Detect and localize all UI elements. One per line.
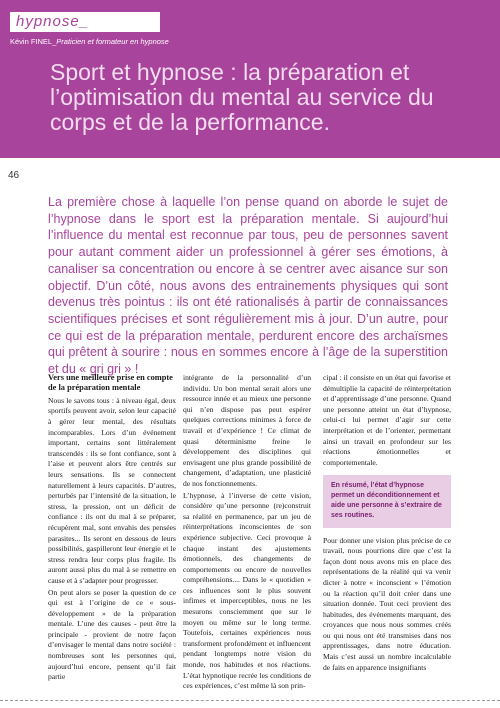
page-number: 46 (8, 170, 20, 181)
header-banner (0, 0, 500, 158)
section-heading: Vers une meilleure prise en compte de la préparation mentale (48, 373, 173, 393)
summary-callout: En résumé, l’état d’hypnose permet un déconditionnement et aide une personne à s’extraire de ses routines. (323, 475, 451, 527)
section-tab (10, 12, 160, 32)
column-3 (323, 373, 451, 673)
body-paragraph: L’hypnose, à l’inverse de cette vision, considère qu’une personne (re)construit sa réalité en permanence, par un jeu de réinterprétations inconscientes de son expérience subjective. Ceci provoque à chaque instant des ajustements émotionnels, des changements de comportements ou encore de nouvelles compréhensions.... Dans le « quotidien » ces influences sont le plus souvent infimes et imperceptibles, nous ne les mesurons consciemment que sur le moyen ou même sur le long terme. Toutefois, certaines expériences nous transforment profondément et influencent pendant longtemps notre vision du monde, nos habitudes et nos réactions. L’état hypnotique recrée les conditions de ces expériences, c’est même là son prin- (183, 490, 311, 691)
author-line (10, 37, 169, 46)
column-2 (183, 373, 311, 692)
lead-paragraph: La première chose à laquelle l’on pense quand on aborde le sujet de l’hypnose dans le sport est la préparation mentale. Si aujourd’hui l’influence du mental est reconnue par tous, peu de personnes savent pour autant comment aider un professionnel à gérer ses émotions, à canaliser sa concentration ou encore à se centrer avec aisance sur son objectif. D’un côté, nous avons des entrainements physiques qui sont devenus très pointus : ils ont été rationalisés à partir de connaissances scientifiques précises et sont régulièrement mis à jour. D’un autre, pour ce qui est de la préparation mentale, perdurent encore des archaïsmes qui prêtent à sourire : nous en sommes encore à l’âge de la superstition et du « gri gri » ! (48, 195, 448, 377)
page-bottom-rule (0, 700, 500, 701)
body-paragraph: intégrante de la personnalité d’un individu. Un bon mental serait alors une ressource innée et au mieux une personne qui n’en dispose pas peut espérer quelques corrections minimes à force de travail et d’expérience ! Ce climat de quasi déterminisme freine le développement des disciplines qui envisagent une plus grande possibilité de changement, d’adaptation, une plasticité de nos fonctionnements. (183, 373, 311, 488)
section-label: hypnose_ (16, 13, 90, 30)
body-paragraph: cipal : il consiste en un état qui favorise et démultiplie la capacité de réinterprétation et d’apprentissage d’une personne. Quand une personne atteint un état d’hypnose, celui-ci lui permet d’agir sur cette interprétation et de l’orienter, permettant ainsi un travail en profondeur sur les réactions émotionnelles et comportementale. (323, 373, 451, 467)
article-title: Sport et hypnose : la préparation et l’optimisation du mental au service du corps et de la performance. (50, 59, 434, 135)
body-paragraph: Pour donner une vision plus précise de ce travail, nous pourrions dire que c’est la façon dont nous avons mis en place des représentations de la réalité qui va venir dicter à notre « inconscient » l’émotion ou la réaction qu’il doit créer dans une situation donnée. Tout ceci provient des habitudes, des événements marquant, des croyances que nous nous sommes créés ou qui nous ont été transmises dans nos apprentissages, dans notre éducation. Mais c’est aussi un nombre incalculable de faits en apparence insignifiants (323, 535, 451, 672)
author-name: Kévin FINEL_ (10, 37, 57, 46)
column-1 (48, 373, 176, 683)
body-paragraph: On peut alors se poser la question de ce qui est à l’origine de ce « sous-développement » de la préparation mentale. L’une des causes - peut être la principale - provient de notre façon d’envisager le mental dans notre société : nombreuses sont les personnes qui, aujourd’hui encore, pensent qu’il fait partie (48, 587, 176, 682)
body-paragraph: Nous le savons tous : à niveau égal, deux sportifs peuvent avoir, selon leur capacité à gérer leur mental, des résultats incomparables. Lors d’un événement important, certains sont littéralement transcendés : ils se font confiance, sont à l’aise et peuvent alors être centrés sur leurs sensations. Ils se connectent naturellement à leurs capacités. D’autres, perturbés par l’intensité de la situation, le stress, la pression, ont un déficit de confiance : ils ont du mal à se préparer, récupèrent mal, sont envahis des pensées parasites... Ils seront en dessous de leurs possibilités, gaspilleront leur énergie et le stress rendra leur corps plus fragile. Ils auront aussi plus du mal à se remettre en cause et à s’adapter pour progresser. (48, 395, 176, 585)
author-role: Praticien et formateur en hypnose (56, 37, 169, 46)
